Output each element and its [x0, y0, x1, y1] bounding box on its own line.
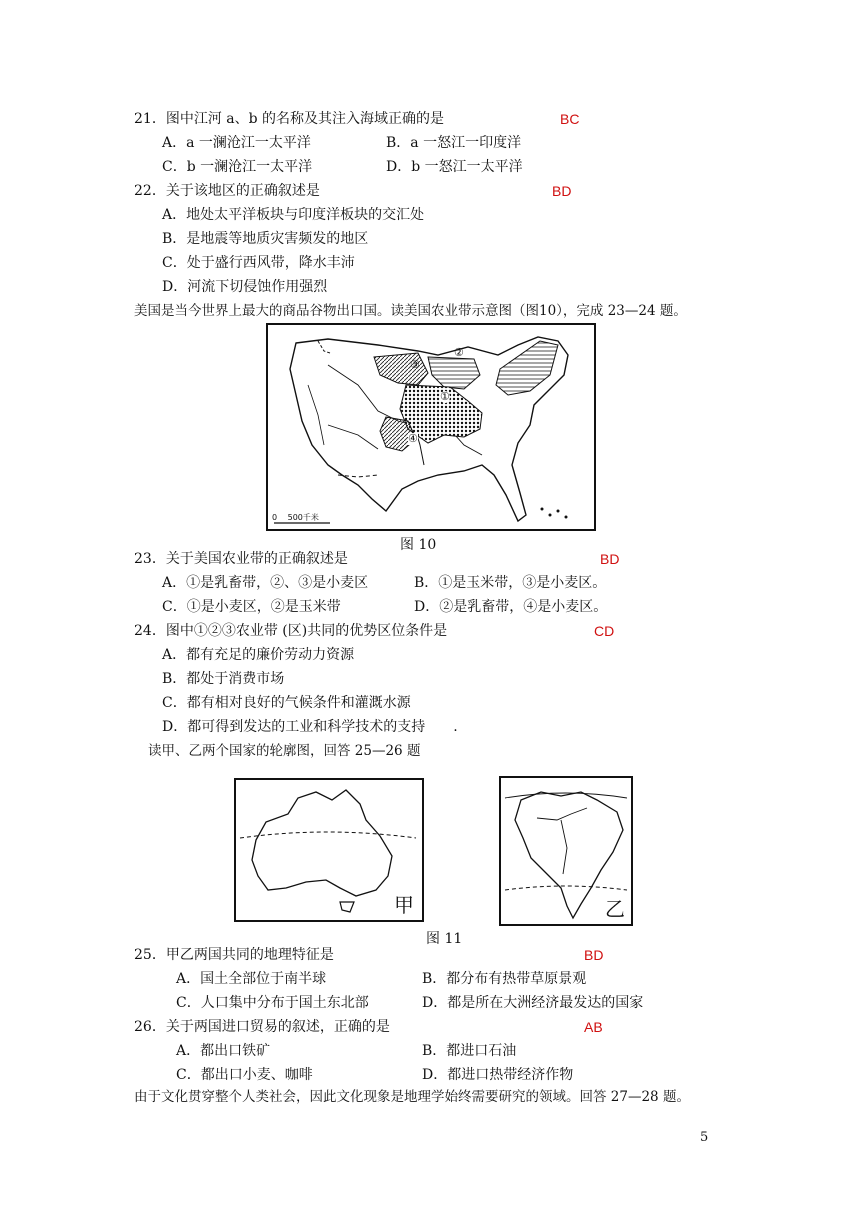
q22-answer: BD	[552, 183, 572, 199]
region-2-label: ②	[454, 346, 464, 359]
country-jia-outline-map	[234, 778, 424, 922]
q21-option-a: A．a 一澜沧江一太平洋	[162, 135, 311, 151]
q25-option-d: D．都是所在大洲经济最发达的国家	[422, 995, 644, 1011]
q26-option-c: C．都出口小麦、咖啡	[176, 1067, 313, 1083]
intro-27-28: 由于文化贯穿整个人类社会，因此文化现象是地理学始终需要研究的领域。回答 27—28 题。	[134, 1089, 690, 1105]
q25-stem: 25．甲乙两国共同的地理特征是	[134, 947, 334, 963]
figure-11-caption: 图 11	[426, 931, 463, 947]
q26-option-b: B．都进口石油	[422, 1043, 517, 1059]
region-4-label: ④	[408, 432, 418, 445]
q23-option-b: B．①是玉米带，③是小麦区。	[414, 575, 607, 591]
q24-answer: CD	[594, 623, 615, 639]
country-yi-label: 乙	[605, 897, 625, 921]
q25-option-a: A．国土全部位于南半球	[176, 971, 327, 987]
q23-option-a: A．①是乳畜带，②、③是小麦区	[162, 575, 369, 591]
region-1-label: ①	[440, 390, 450, 403]
q23-stem: 23．关于美国农业带的正确叙述是	[134, 551, 348, 567]
q25-answer: BD	[584, 947, 604, 963]
q24-stem: 24．图中①②③农业带 (区)共同的优势区位条件是	[134, 623, 448, 639]
q21-option-c: C．b 一澜沧江一太平洋	[162, 159, 313, 175]
q25-option-c: C．人口集中分布于国土东北部	[176, 995, 369, 1011]
q26-answer: AB	[584, 1019, 603, 1035]
intro-23-24: 美国是当今世界上最大的商品谷物出口国。读美国农业带示意图（图10），完成 23—24 题。	[134, 303, 687, 319]
q21-stem: 21．图中江河 a、b 的名称及其注入海域正确的是	[134, 111, 445, 127]
intro-25-26: 读甲、乙两个国家的轮廓图，回答 25—26 题	[148, 743, 421, 759]
q24-option-d: D．都可得到发达的工业和科学技术的支持 .	[162, 719, 458, 735]
q24-option-b: B．都处于消费市场	[162, 671, 285, 687]
q22-stem: 22．关于该地区的正确叙述是	[134, 183, 320, 199]
us-agriculture-map	[266, 323, 596, 531]
figure-10-caption: 图 10	[400, 537, 437, 553]
q26-option-d: D．都进口热带经济作物	[422, 1067, 574, 1083]
region-3-label: ③	[410, 358, 420, 371]
page-number: 5	[700, 1130, 709, 1145]
q26-option-a: A．都出口铁矿	[176, 1043, 271, 1059]
country-yi-outline-map	[499, 776, 633, 926]
q23-answer: BD	[600, 551, 620, 567]
q21-answer: BC	[560, 111, 580, 127]
q23-option-c: C．①是小麦区，②是玉米带	[162, 599, 341, 615]
q24-option-a: A．都有充足的廉价劳动力资源	[162, 647, 355, 663]
q26-stem: 26．关于两国进口贸易的叙述，正确的是	[134, 1019, 390, 1035]
q23-option-d: D．②是乳畜带，④是小麦区。	[414, 599, 608, 615]
q25-option-b: B．都分布有热带草原景观	[422, 971, 587, 987]
q22-option-c: C．处于盛行西风带，降水丰沛	[162, 255, 355, 271]
q24-option-c: C．都有相对良好的气候条件和灌溉水源	[162, 695, 411, 711]
q21-option-b: B．a 一怒江一印度洋	[386, 135, 522, 151]
q22-option-a: A．地处太平洋板块与印度洋板块的交汇处	[162, 207, 425, 223]
country-jia-label: 甲	[394, 893, 414, 917]
q21-option-d: D．b 一怒江一太平洋	[386, 159, 523, 175]
q22-option-b: B．是地震等地质灾害频发的地区	[162, 231, 369, 247]
q22-option-d: D．河流下切侵蚀作用强烈	[162, 279, 328, 295]
map-scale: 0 500千米	[272, 513, 319, 522]
